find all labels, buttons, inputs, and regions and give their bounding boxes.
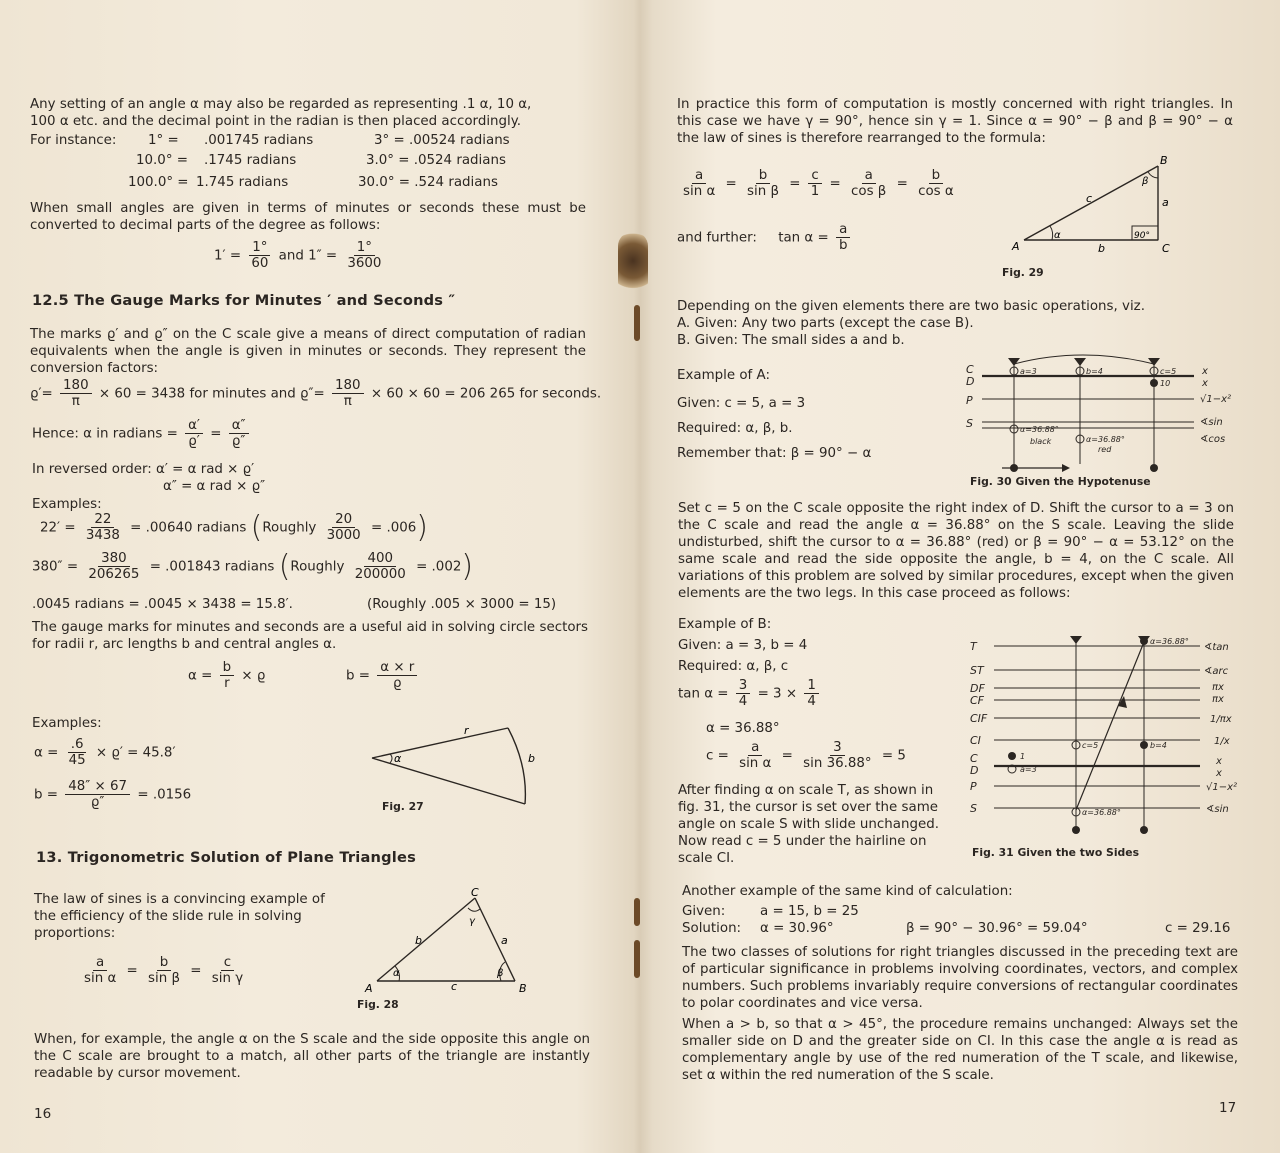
- fig27-caption: Fig. 27: [382, 800, 424, 813]
- denominator: ϱ″: [90, 795, 105, 810]
- fig31-right-x1: x: [1216, 756, 1222, 767]
- fig30-right-sin: ∢sin: [1200, 417, 1223, 428]
- fig31-mark-a: a=3: [1020, 765, 1037, 774]
- inst-cell: .001745 radians: [204, 133, 314, 148]
- frac: [344, 240, 384, 271]
- examples-label-2: Examples:: [32, 716, 102, 731]
- frac: [800, 740, 874, 771]
- numerator: 1: [804, 678, 819, 694]
- numerator: 48″ × 67: [65, 779, 130, 795]
- frac: [332, 378, 364, 409]
- frac: [836, 222, 851, 253]
- inst-cell: .1745 radians: [204, 153, 297, 168]
- numerator: c: [221, 955, 234, 971]
- numerator: a: [748, 740, 762, 756]
- frac: [145, 955, 183, 986]
- numerator: α″: [229, 418, 249, 434]
- fig31-right-sin: ∢sin: [1206, 804, 1229, 815]
- numerator: 3: [736, 678, 751, 694]
- intro-line-1: Any setting of an angle α may also be regarded as representing .1 α, 10 α,: [30, 97, 532, 112]
- fig28-c: c: [451, 980, 458, 993]
- example-radians: .0045 radians = .0045 × 3438 = 15.8′.: [32, 597, 293, 612]
- frac: [848, 168, 889, 199]
- fig30-right-x1: x: [1202, 366, 1208, 377]
- frac: [736, 740, 774, 771]
- inst-cell: 3.0° = .0524 radians: [366, 153, 506, 168]
- example-a-given: Given: c = 5, a = 3: [677, 396, 806, 411]
- right-page: [640, 0, 1280, 1153]
- example-380-seconds: [32, 551, 473, 582]
- fig29-A: A: [1012, 240, 1020, 253]
- fig28-C: C: [471, 886, 479, 899]
- page-number-right: 17: [1219, 1100, 1237, 1116]
- fig31-scale-ST: ST: [970, 664, 984, 677]
- denominator: sin α: [739, 756, 772, 771]
- frac: [60, 378, 92, 409]
- gauge-para: The marks ϱ′ and ϱ″ on the C scale give a means of direct computation of radian equivalents when the angle is given in minutes or seconds. They represent the conversion factors:: [30, 327, 586, 376]
- frac: [220, 660, 235, 691]
- denominator: sin β: [148, 971, 181, 986]
- denominator: ϱ″: [231, 434, 246, 449]
- inst-cell: 10.0° =: [136, 153, 188, 168]
- frac: [81, 955, 119, 986]
- another-solution-beta: β = 90° − 30.96° = 59.04°: [906, 921, 1088, 936]
- example-b-tan: [678, 678, 822, 709]
- example-b-c: c = $\frac{a}{\text{sin α}}$ = $\frac{3}{\sin 36.88^\circ}$ = 5: [706, 740, 906, 771]
- equals: =: [210, 426, 222, 442]
- inst-cell: 100.0° =: [128, 175, 189, 190]
- frac: [377, 660, 417, 691]
- numerator: α × r: [377, 660, 417, 676]
- page-number-left: 16: [34, 1106, 52, 1122]
- hence-formula: [32, 418, 252, 449]
- frac: [915, 168, 957, 199]
- hence-pre: Hence: α in radians =: [32, 426, 178, 442]
- alpha-formula: [188, 660, 265, 691]
- frac: [85, 551, 142, 582]
- frac: [66, 737, 89, 768]
- inst-cell: 30.0° = .524 radians: [358, 175, 498, 190]
- fig31-mark-alpha-t: α=36.88°: [1150, 637, 1189, 646]
- fig31-slide-rule-diagram: [968, 630, 1248, 840]
- law-of-sines-para: The law of sines is a convincing example of the efficiency of the slide rule in solving proportions:: [34, 892, 325, 941]
- paren-open: (: [250, 510, 263, 545]
- case-b: B. Given: The small sides a and b.: [677, 333, 905, 348]
- denominator: 4: [807, 694, 816, 709]
- example-b-label: Example of B:: [678, 617, 772, 632]
- numerator: a: [836, 222, 850, 238]
- numerator: 380: [98, 551, 130, 567]
- c-pre: c =: [706, 748, 729, 764]
- fig30-mark-alpha-red: α=36.88°: [1086, 435, 1125, 444]
- denominator: 206265: [88, 567, 140, 582]
- denominator: sin α: [84, 971, 117, 986]
- fig29-B: B: [1160, 154, 1168, 167]
- tan-pre: tan α =: [678, 686, 729, 702]
- numerator: 400: [364, 551, 396, 567]
- law-of-sines-formula: $\frac{a}{\text{sin α}}$ = $\frac{b}{\text{sin β}}$ = $\frac{c}{\text{sin γ}}$: [78, 955, 249, 986]
- denominator: cos α: [918, 184, 954, 199]
- fig31-right-pix1: πx: [1212, 682, 1224, 693]
- section-13-heading: 13. Trigonometric Solution of Plane Triangles: [36, 849, 416, 866]
- denominator: sin α: [683, 184, 716, 199]
- further-label: and further:: [677, 230, 757, 246]
- fig31-right-tan: ∢tan: [1204, 642, 1229, 653]
- fig31-scale-P: P: [970, 780, 977, 793]
- fig31-scale-D: D: [970, 764, 979, 777]
- example-b-alpha: α = 36.88°: [706, 721, 780, 736]
- numerator: 3: [830, 740, 845, 756]
- frac: [736, 678, 751, 709]
- denominator: π: [71, 394, 80, 409]
- fig31-scale-CI: CI: [970, 734, 981, 747]
- fig31-mark-b: b=4: [1150, 741, 1167, 750]
- denominator: cos β: [851, 184, 887, 199]
- fig30-mark-10: 10: [1160, 379, 1171, 388]
- example-a-required: Required: α, β, b.: [677, 421, 793, 436]
- another-solution-c: c = 29.16: [1165, 921, 1231, 936]
- frac: [185, 418, 203, 449]
- fig30-slide-rule-diagram: [962, 352, 1252, 474]
- fig30-mark-alpha-black: α=36.88°: [1020, 425, 1059, 434]
- inst-cell: 1.745 radians: [196, 175, 289, 190]
- fig28-beta: β: [497, 968, 504, 979]
- denominator: 4: [738, 694, 748, 709]
- another-example-line: Another example of the same kind of calculation:: [682, 884, 1013, 899]
- denominator: ϱ: [393, 676, 402, 691]
- frac: [83, 512, 123, 543]
- reversed-line-2: α″ = α rad × ϱ″: [163, 479, 266, 494]
- numerator: 20: [332, 512, 355, 528]
- paren-close: ): [416, 510, 428, 545]
- section-12-5-heading: 12.5 The Gauge Marks for Minutes ′ and Seconds ″: [32, 292, 456, 309]
- when-a-greater-b-para: When a > b, so that α > 45°, the procedure remains unchanged: Always set the smaller side on D and the greater side on CI. In this case the angle α is read as complementary angle by use of the red numeration of the T scale, and likewise, set α within the red numeration of the S scale.: [682, 1017, 1238, 1083]
- fig29-caption: Fig. 29: [1002, 266, 1044, 279]
- fig31-mark-c: c=5: [1082, 741, 1099, 750]
- f-post: = .0156: [137, 787, 192, 803]
- fig31-scale-CF: CF: [970, 694, 985, 707]
- numerator: a: [692, 168, 706, 184]
- another-solution-label: Solution:: [682, 921, 742, 936]
- after-finding-para: After finding α on scale T, as shown in fig. 31, the cursor is set over the same angle on scale S with slide unchanged. Now read c = 5 under the hairline on scale CI.: [678, 783, 939, 866]
- f-pre: α =: [34, 745, 59, 761]
- two-classes-para: The two classes of solutions for right triangles discussed in the preceding text are of particular significance in problems involving coordinates, vectors, and complex numbers. Such problems invariably require conversions of rectangular coordinates to polar coordinates and vice versa.: [682, 945, 1238, 1011]
- example-a-remember: Remember that: β = 90° − α: [677, 446, 872, 461]
- frac: [209, 955, 246, 986]
- tan-mid: = 3 ×: [757, 686, 798, 702]
- fig31-caption: Fig. 31 Given the two Sides: [972, 846, 1140, 859]
- fig28-A: A: [365, 982, 373, 995]
- denominator: π: [343, 394, 352, 409]
- rough-post: = .002: [416, 559, 462, 575]
- numerator: 180: [60, 378, 92, 394]
- numerator: c: [808, 168, 821, 184]
- tan-pre: tan α =: [778, 230, 829, 246]
- fig29-alpha: α: [1054, 230, 1061, 241]
- paren-close: ): [461, 549, 474, 584]
- denominator: 3000: [326, 528, 361, 543]
- fig31-scale-CIF: CIF: [970, 712, 988, 725]
- f-pre: α =: [188, 668, 213, 684]
- fig28-triangle-diagram: [355, 886, 545, 1001]
- denominator: 3438: [85, 528, 120, 543]
- rho2-post: × 60 × 60 = 206 265 for seconds.: [370, 386, 602, 402]
- fig30-right-x2: x: [1202, 378, 1208, 389]
- fig30-scale-D: D: [966, 375, 975, 388]
- denominator: 45: [68, 753, 86, 768]
- numerator: b: [929, 168, 944, 184]
- denominator: 1: [810, 184, 820, 199]
- example-b-given: Given: a = 3, b = 4: [678, 638, 808, 653]
- fig31-scale-DF: DF: [970, 682, 985, 695]
- b-formula: [346, 660, 420, 691]
- denominator: 200000: [354, 567, 406, 582]
- fig30-mark-a: a=3: [1020, 367, 1037, 376]
- example-radians-rough: (Roughly .005 × 3000 = 15): [367, 597, 557, 612]
- fig29-c: c: [1086, 192, 1093, 205]
- numerator: 1°: [249, 240, 270, 256]
- frac: [804, 678, 819, 709]
- when-para: When, for example, the angle α on the S scale and the side opposite this angle on the C scale are brought to a match, all other parts of the triangle are instantly readable by cursor movement.: [34, 1032, 590, 1081]
- fig30-scale-P: P: [966, 394, 973, 407]
- numerator: b: [756, 168, 771, 184]
- frac: [808, 168, 823, 199]
- denominator: sin γ: [211, 971, 244, 986]
- fig31-right-x2: x: [1216, 768, 1222, 779]
- ex-pre: 380″ =: [32, 559, 79, 575]
- fig31-right-inv-pix: 1/πx: [1210, 714, 1232, 725]
- numerator: b: [157, 955, 172, 971]
- conversion-formula: [214, 240, 387, 271]
- denominator: sin β: [747, 184, 780, 199]
- another-given-label: Given:: [682, 904, 726, 919]
- fig29-right-triangle-diagram: [1002, 152, 1202, 260]
- ex-post: = .00640 radians: [130, 520, 247, 536]
- case-a: A. Given: Any two parts (except the case B).: [677, 316, 974, 331]
- numerator: b: [220, 660, 235, 676]
- fig28-b: b: [415, 934, 422, 947]
- paren-open: (: [278, 549, 291, 584]
- further-formula: [677, 222, 854, 253]
- fig31-scale-T: T: [970, 640, 977, 653]
- inst-cell: 3° = .00524 radians: [374, 133, 510, 148]
- numerator: 22: [91, 512, 114, 528]
- f-post: × ϱ′ = 45.8′: [95, 745, 176, 761]
- fig31-scale-S: S: [970, 802, 977, 815]
- another-given: a = 15, b = 25: [760, 904, 859, 919]
- rearranged-formula: $\frac{a}{\text{sin α}}$ = $\frac{b}{\text{sin β}}$ = $\frac{c}{1}$ = $\frac{a}{\text{cos β}}$ = $\frac{b}{\text{cos α}}$: [677, 168, 960, 199]
- rho-formula: [30, 378, 601, 409]
- practice-para: In practice this form of computation is mostly concerned with right triangles. In this case we have γ = 90°, hence sin γ = 1. Since α = 90° − β and β = 90° − α the law of sines is therefore rearranged to the formula:: [677, 97, 1233, 146]
- numerator: .6: [68, 737, 87, 753]
- conv-a: 1′ =: [214, 248, 242, 264]
- fig31-right-pix2: πx: [1212, 694, 1224, 705]
- denominator: ϱ′: [188, 434, 200, 449]
- fig28-a: a: [501, 934, 508, 947]
- fig28-gamma: γ: [469, 916, 475, 927]
- fig31-right-inv-x: 1/x: [1214, 736, 1230, 747]
- intro-line-2: 100 α etc. and the decimal point in the radian is then placed accordingly.: [30, 114, 522, 129]
- denominator: sin 36.88°: [803, 756, 872, 771]
- example-a-label: Example of A:: [677, 368, 770, 383]
- fig30-caption: Fig. 30 Given the Hypotenuse: [970, 475, 1151, 488]
- fig30-mark-c: c=5: [1160, 367, 1177, 376]
- fig27-alpha-label: α: [394, 752, 402, 765]
- set-procedure-para: Set c = 5 on the C scale opposite the right index of D. Shift the cursor to a = 3 on the C scale and read the angle α = 36.88° on the S scale. Leaving the slide undisturbed, shift the cursor to α = 36.88° (red) or β = 90° − α = 53.12° on the same scale and read the side opposite the angle, b = 4, on the C scale. All variations of this problem are solved by similar procedures, except when the given elements are the two legs. In this case proceed as follows:: [678, 501, 1234, 601]
- frac: [248, 240, 271, 271]
- f-pre: b =: [346, 668, 370, 684]
- fig27-b-label: b: [528, 752, 535, 765]
- another-solution-alpha: α = 30.96°: [760, 921, 834, 936]
- frac: [324, 512, 364, 543]
- frac: [680, 168, 718, 199]
- reversed-line-1: In reversed order: α′ = α rad × ϱ′: [32, 462, 255, 477]
- numerator: a: [93, 955, 107, 971]
- small-angles-para: When small angles are given in terms of minutes or seconds these must be converted to decimal parts of the degree as follows:: [30, 201, 586, 233]
- gauge-use-para: The gauge marks for minutes and seconds are a useful aid in solving circle sectors for radii r, arc lengths b and central angles α.: [32, 620, 588, 652]
- f-pre: b =: [34, 787, 58, 803]
- fig30-right-sqrt: √1−x²: [1200, 394, 1232, 405]
- rough-post: = .006: [370, 520, 417, 536]
- example-b: [34, 779, 191, 810]
- f-post: × ϱ: [241, 668, 266, 684]
- fig29-b: b: [1098, 242, 1105, 255]
- for-instance-label: For instance:: [30, 133, 117, 148]
- numerator: a: [862, 168, 876, 184]
- fig29-C: C: [1162, 242, 1170, 255]
- fig28-caption: Fig. 28: [357, 998, 399, 1011]
- conv-mid: and 1″ =: [278, 248, 338, 264]
- fig31-scale-C: C: [970, 752, 978, 765]
- denominator: 3600: [347, 256, 382, 271]
- denominator: b: [839, 238, 848, 253]
- frac: [65, 779, 130, 810]
- fig30-mark-black: black: [1030, 437, 1052, 446]
- fig29-beta: β: [1142, 176, 1149, 187]
- ex-post: = .001843 radians: [149, 559, 275, 575]
- rho1-pre: ϱ′=: [30, 386, 53, 402]
- denominator: 60: [251, 256, 269, 271]
- fig31-right-sqrt: √1−x²: [1206, 782, 1238, 793]
- examples-label: Examples:: [32, 497, 102, 512]
- example-22-minutes: [40, 512, 428, 543]
- fig28-alpha: α: [393, 968, 400, 979]
- frac: [744, 168, 782, 199]
- inst-cell: 1° =: [148, 133, 179, 148]
- fig30-mark-b: b=4: [1086, 367, 1103, 376]
- fig29-a: a: [1162, 196, 1169, 209]
- fig31-mark-alpha-s: α=36.88°: [1082, 808, 1121, 817]
- fig28-B: B: [519, 982, 527, 995]
- example-b-required: Required: α, β, c: [678, 659, 789, 674]
- numerator: α′: [185, 418, 203, 434]
- numerator: 1°: [354, 240, 375, 256]
- fig30-scale-S: S: [966, 417, 973, 430]
- frac: [229, 418, 249, 449]
- example-alpha: [34, 737, 176, 768]
- fig27-r-label: r: [464, 724, 469, 737]
- fig29-right-angle: 90°: [1134, 231, 1150, 241]
- roughly-label: Roughly: [262, 520, 317, 536]
- frac: [352, 551, 409, 582]
- fig30-mark-red: red: [1098, 445, 1112, 454]
- fig30-scale-C: C: [966, 363, 974, 376]
- ex-pre: 22′ =: [40, 520, 76, 536]
- fig31-right-arc: ∢arc: [1204, 666, 1229, 677]
- numerator: 180: [332, 378, 364, 394]
- rho1-post: × 60 = 3438 for minutes and ϱ″=: [98, 386, 325, 402]
- denominator: r: [224, 676, 230, 691]
- c-post: = 5: [881, 748, 906, 764]
- fig31-mark-1: 1: [1020, 752, 1026, 761]
- roughly-label: Roughly: [290, 559, 345, 575]
- depending-line: Depending on the given elements there are two basic operations, viz.: [677, 299, 1145, 314]
- fig30-right-cos: ∢cos: [1200, 434, 1226, 445]
